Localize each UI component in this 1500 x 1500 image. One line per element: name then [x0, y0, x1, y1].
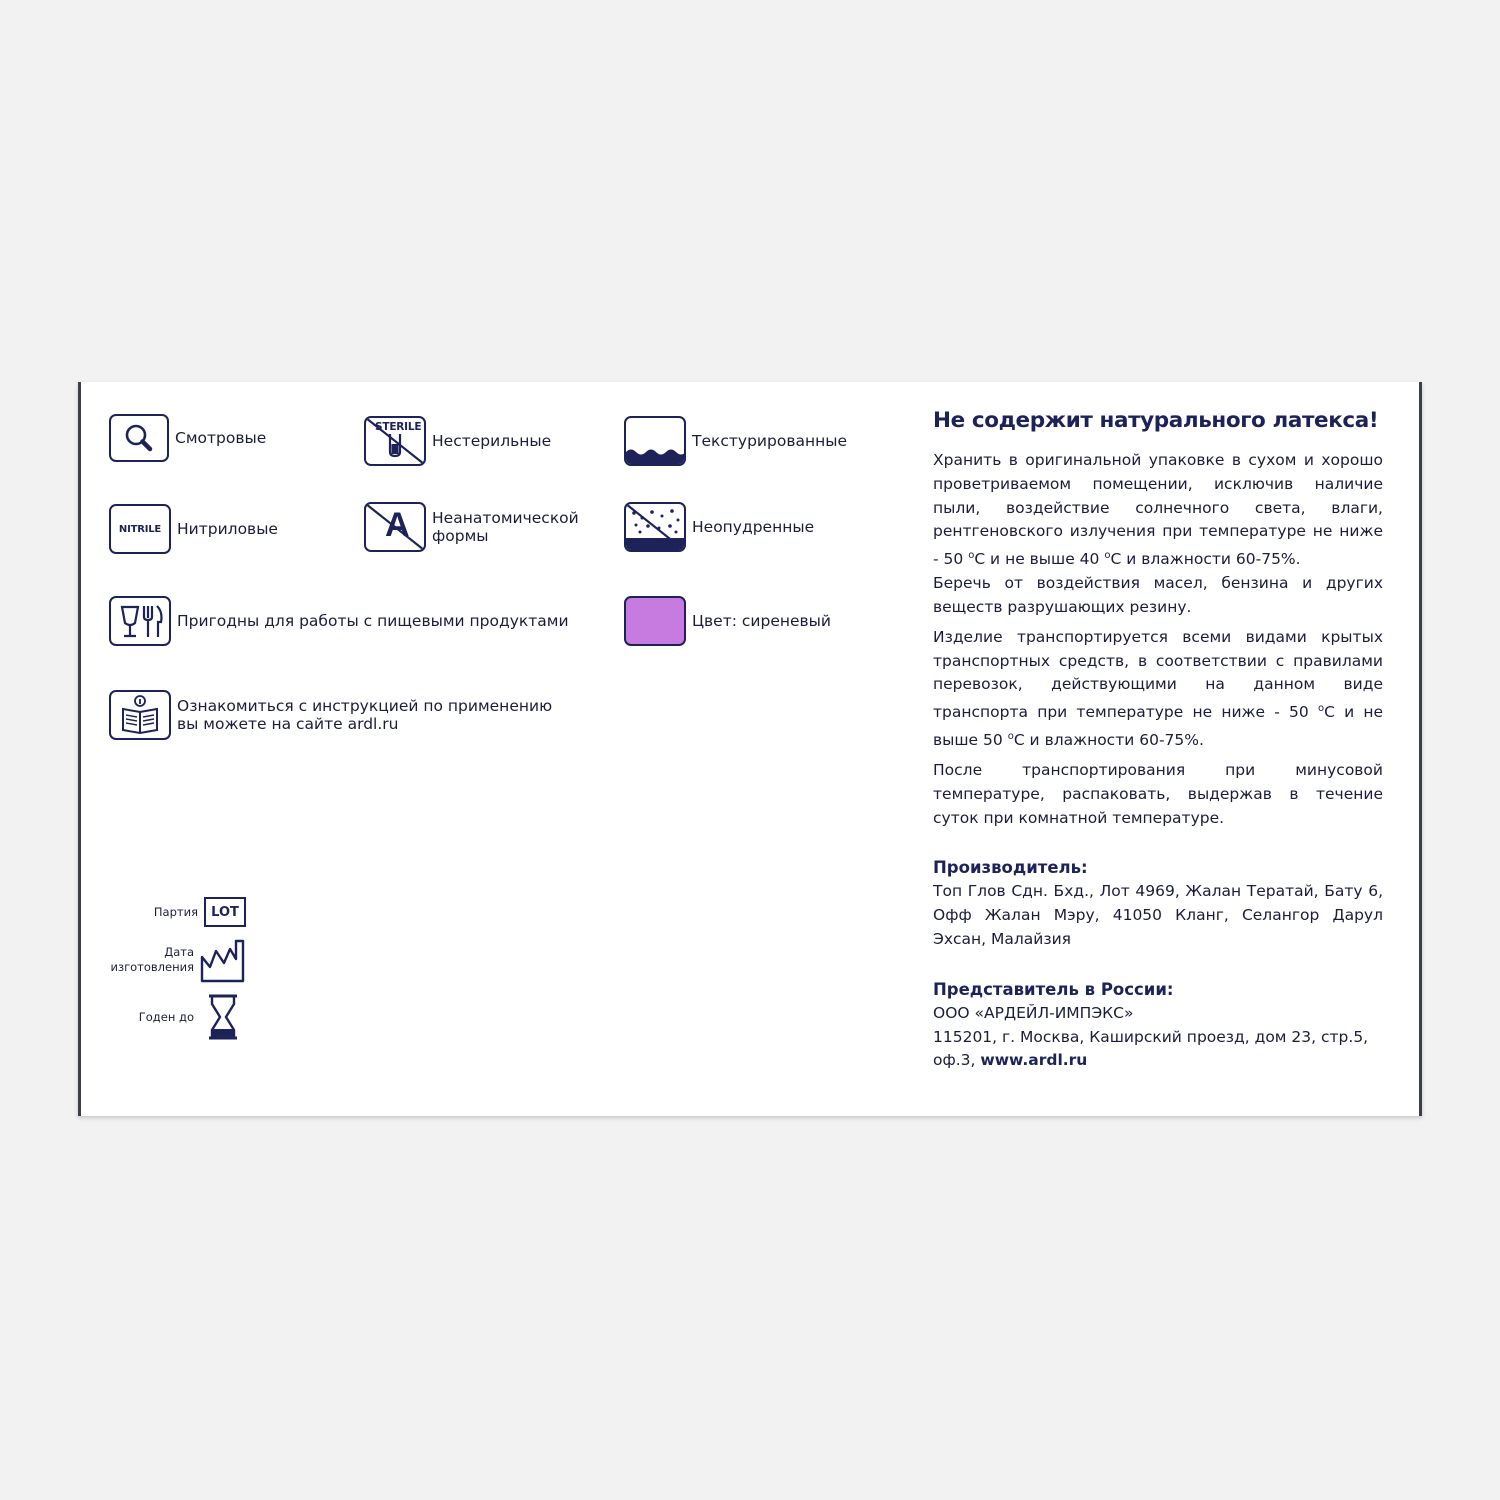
feature-food-safe: [109, 596, 569, 646]
feature-color-label: Цвет: сиреневый: [692, 612, 831, 630]
transport-text: [933, 626, 1383, 753]
manufacturer-title: Производитель:: [933, 858, 1088, 878]
regulatory-symbols: [106, 897, 246, 1051]
feature-inspection-label: Смотровые: [175, 429, 267, 447]
transport-text-a: Изделие транспортируется всеми видами крытых транспортных средств, в соответствии с правилами перевозок, действующими на данном виде транспорта при температуре не ниже - 50: [933, 627, 1383, 722]
feature-instructions-line1: Ознакомиться с инструкцией по применению: [177, 697, 553, 715]
feature-non-sterile-label: Нестерильные: [432, 432, 552, 450]
feature-instructions: [109, 690, 552, 740]
info-book-icon: [109, 690, 171, 740]
powder-free-icon: [624, 502, 686, 552]
representative-address: [933, 1026, 1383, 1074]
storage-text-c: С и влажности 60-75%.: [1110, 550, 1301, 569]
info-column: [933, 408, 1383, 1073]
non-sterile-icon: [364, 416, 426, 466]
storage-text-b: С и не выше 40: [974, 550, 1100, 569]
expiry-symbol-row: [106, 993, 246, 1041]
feature-non-anatomic: [364, 502, 579, 552]
feature-nitrile-label: Нитриловые: [177, 520, 278, 538]
feature-powder-free-label: Неопудренные: [692, 518, 815, 536]
feature-textured-label: Текстурированные: [692, 432, 847, 450]
storage-text: [933, 449, 1383, 620]
degree-sign: o: [968, 550, 975, 562]
nitrile-mark: NITRILE: [118, 523, 162, 535]
feature-non-anatomic-label: [432, 509, 579, 545]
factory-icon: [200, 937, 246, 983]
feature-instructions-line2: вы можете на сайте ardl.ru: [177, 715, 399, 733]
feature-color: [624, 596, 831, 646]
website-link[interactable]: www.ardl.ru: [980, 1051, 1088, 1070]
representative-address-text: 115201, г. Москва, Каширский проезд, дом 23, стр.5, оф.3,: [933, 1027, 1369, 1070]
glass-fork-icon: [109, 596, 171, 646]
lot-symbol-row: [106, 897, 246, 927]
transport-text-b: С и не выше 50: [933, 703, 1384, 750]
textured-surface-icon: [624, 416, 686, 466]
transport-text-c: С и влажности 60-75%.: [1013, 731, 1204, 750]
feature-instructions-label: [177, 697, 552, 733]
storage-text-d: Беречь от воздействия масел, бензина и других веществ разрушающих резину.: [933, 574, 1383, 616]
hourglass-icon: [200, 993, 246, 1041]
feature-inspection: [109, 414, 266, 462]
feature-nitrile: [109, 504, 278, 554]
color-swatch-icon: [624, 596, 686, 646]
package-panel: [78, 382, 1422, 1116]
latex-free-headline: Не содержит натурального латекса!: [933, 408, 1379, 433]
storage-text-a: Хранить в оригинальной упаковке в сухом и хорошо проветриваемом помещении, исключив наличие пыли, воздействие солнечного света, влаги, рентгеновского излучения при температуре не ниже - 50: [933, 451, 1383, 569]
non-anatomic-icon: [364, 502, 426, 552]
feature-non-anatomic-line1: Неанатомической: [432, 509, 579, 527]
feature-powder-free: [624, 502, 814, 552]
degree-sign: o: [1317, 703, 1325, 715]
representative-title: Представитель в России:: [933, 979, 1174, 999]
representative-company: ООО «АРДЕЙЛ-ИМПЭКС»: [933, 1003, 1134, 1022]
manufacture-symbol-row: [106, 937, 246, 983]
lot-icon: [204, 897, 246, 927]
degree-sign: o: [1104, 550, 1111, 562]
feature-non-anatomic-line2: формы: [432, 527, 489, 545]
manufacture-label-line2: изготовления: [110, 960, 194, 974]
manufacture-label-line1: Дата: [164, 945, 194, 959]
manufacture-label: [110, 945, 194, 975]
feature-non-sterile: [364, 416, 551, 466]
magnifier-icon: [109, 414, 169, 462]
after-transport-text: После транспортирования при минусовой температуре, распаковать, выдержав в течение суток при комнатной температуре.: [933, 761, 1383, 827]
feature-textured: [624, 416, 847, 466]
nitrile-icon: [109, 504, 171, 554]
lot-label: Партия: [153, 904, 198, 919]
lot-mark: LOT: [211, 904, 239, 920]
expiry-label: Годен до: [138, 1009, 194, 1024]
non-anatomic-mark: A: [385, 506, 410, 544]
feature-food-safe-label: Пригодны для работы с пищевыми продуктами: [177, 612, 569, 630]
degree-sign: o: [1007, 731, 1014, 743]
manufacturer-text: Топ Глов Сдн. Бхд., Лот 4969, Жалан Терaтай, Бату 6, Офф Жалан Мэру, 41050 Кланг, Селангор Дарул Эхсан, Малайзия: [933, 882, 1383, 949]
sterile-mark: STERILE: [375, 421, 422, 433]
